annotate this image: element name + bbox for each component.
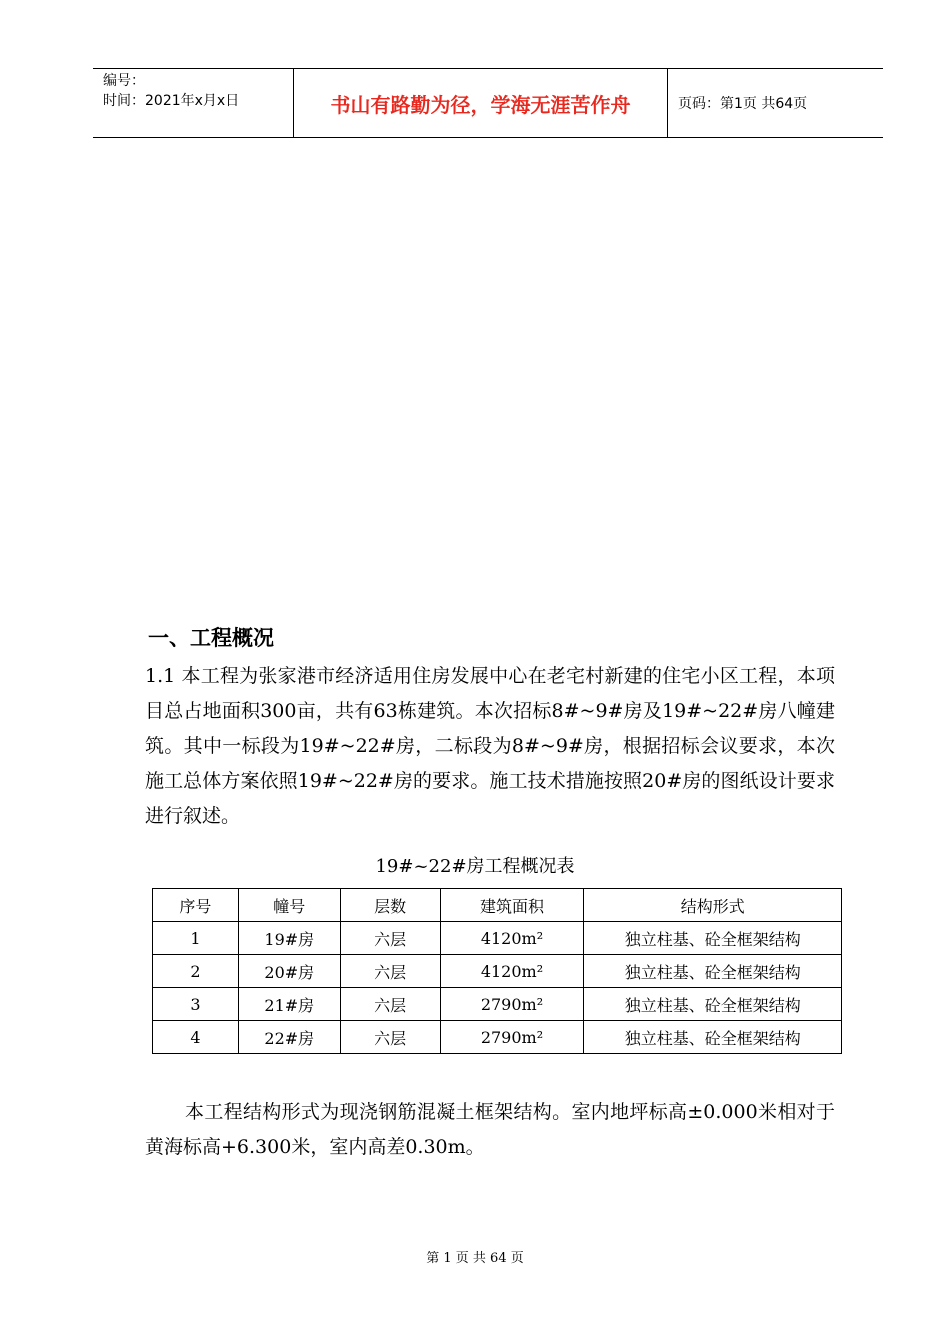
table-cell: 4120m² (440, 922, 584, 955)
table-cell: 六层 (340, 955, 440, 988)
table-cell: 2790m² (440, 988, 584, 1021)
header-cell-floors: 层数 (340, 889, 440, 922)
header-cell-structure: 结构形式 (584, 889, 842, 922)
project-overview-table (152, 888, 842, 1054)
header-meta (93, 69, 294, 137)
table-cell: 1 (153, 922, 239, 955)
table-cell: 21#房 (238, 988, 340, 1021)
table-cell: 独立柱基、砼全框架结构 (584, 1021, 842, 1054)
table-cell: 2 (153, 955, 239, 988)
table-cell: 19#房 (238, 922, 340, 955)
table-cell: 22#房 (238, 1021, 340, 1054)
table-row (153, 922, 842, 955)
table-cell: 2790m² (440, 1021, 584, 1054)
paragraph-overview: 1.1 本工程为张家港市经济适用住房发展中心在老宅村新建的住宅小区工程，本项目总占地面积300亩，共有63栋建筑。本次招标8#~9#房及19#~22#房八幢建筑。其中一标段为19#~22#房，二标段为8#~9#房，根据招标会议要求，本次施工总体方案依照19#~22#房的要求。施工技术措施按照20#房的图纸设计要求进行叙述。 (145, 665, 835, 827)
section-title: 一、工程概况 (148, 626, 274, 650)
table-cell: 六层 (340, 922, 440, 955)
header-cell-index: 序号 (153, 889, 239, 922)
table-header-row (153, 889, 842, 922)
table-cell: 六层 (340, 988, 440, 1021)
table-title: 19#~22#房工程概况表 (375, 856, 575, 877)
paragraph-structure: 本工程结构形式为现浇钢筋混凝土框架结构。室内地坪标高±0.000米相对于黄海标高+6.300米，室内高差0.30m。 (145, 1101, 835, 1158)
table-row (153, 988, 842, 1021)
table-cell: 独立柱基、砼全框架结构 (584, 988, 842, 1021)
table-cell: 六层 (340, 1021, 440, 1054)
document-number-label: 编号： (103, 73, 145, 89)
header-page-info: 页码：第1页 共64页 (678, 96, 808, 112)
table-cell: 4 (153, 1021, 239, 1054)
document-time-label: 时间：2021年x月x日 (103, 93, 240, 109)
header-cell-building: 幢号 (238, 889, 340, 922)
table-cell: 独立柱基、砼全框架结构 (584, 922, 842, 955)
page-header (93, 68, 883, 138)
table-cell: 独立柱基、砼全框架结构 (584, 955, 842, 988)
table-row (153, 955, 842, 988)
table-cell: 20#房 (238, 955, 340, 988)
table-cell: 4120m² (440, 955, 584, 988)
header-cell-area: 建筑面积 (440, 889, 584, 922)
page-footer: 第 1 页 共 64 页 (426, 1251, 524, 1266)
table-cell: 3 (153, 988, 239, 1021)
header-motto: 书山有路勤为径，学海无涯苦作舟 (294, 69, 668, 137)
table-row (153, 1021, 842, 1054)
